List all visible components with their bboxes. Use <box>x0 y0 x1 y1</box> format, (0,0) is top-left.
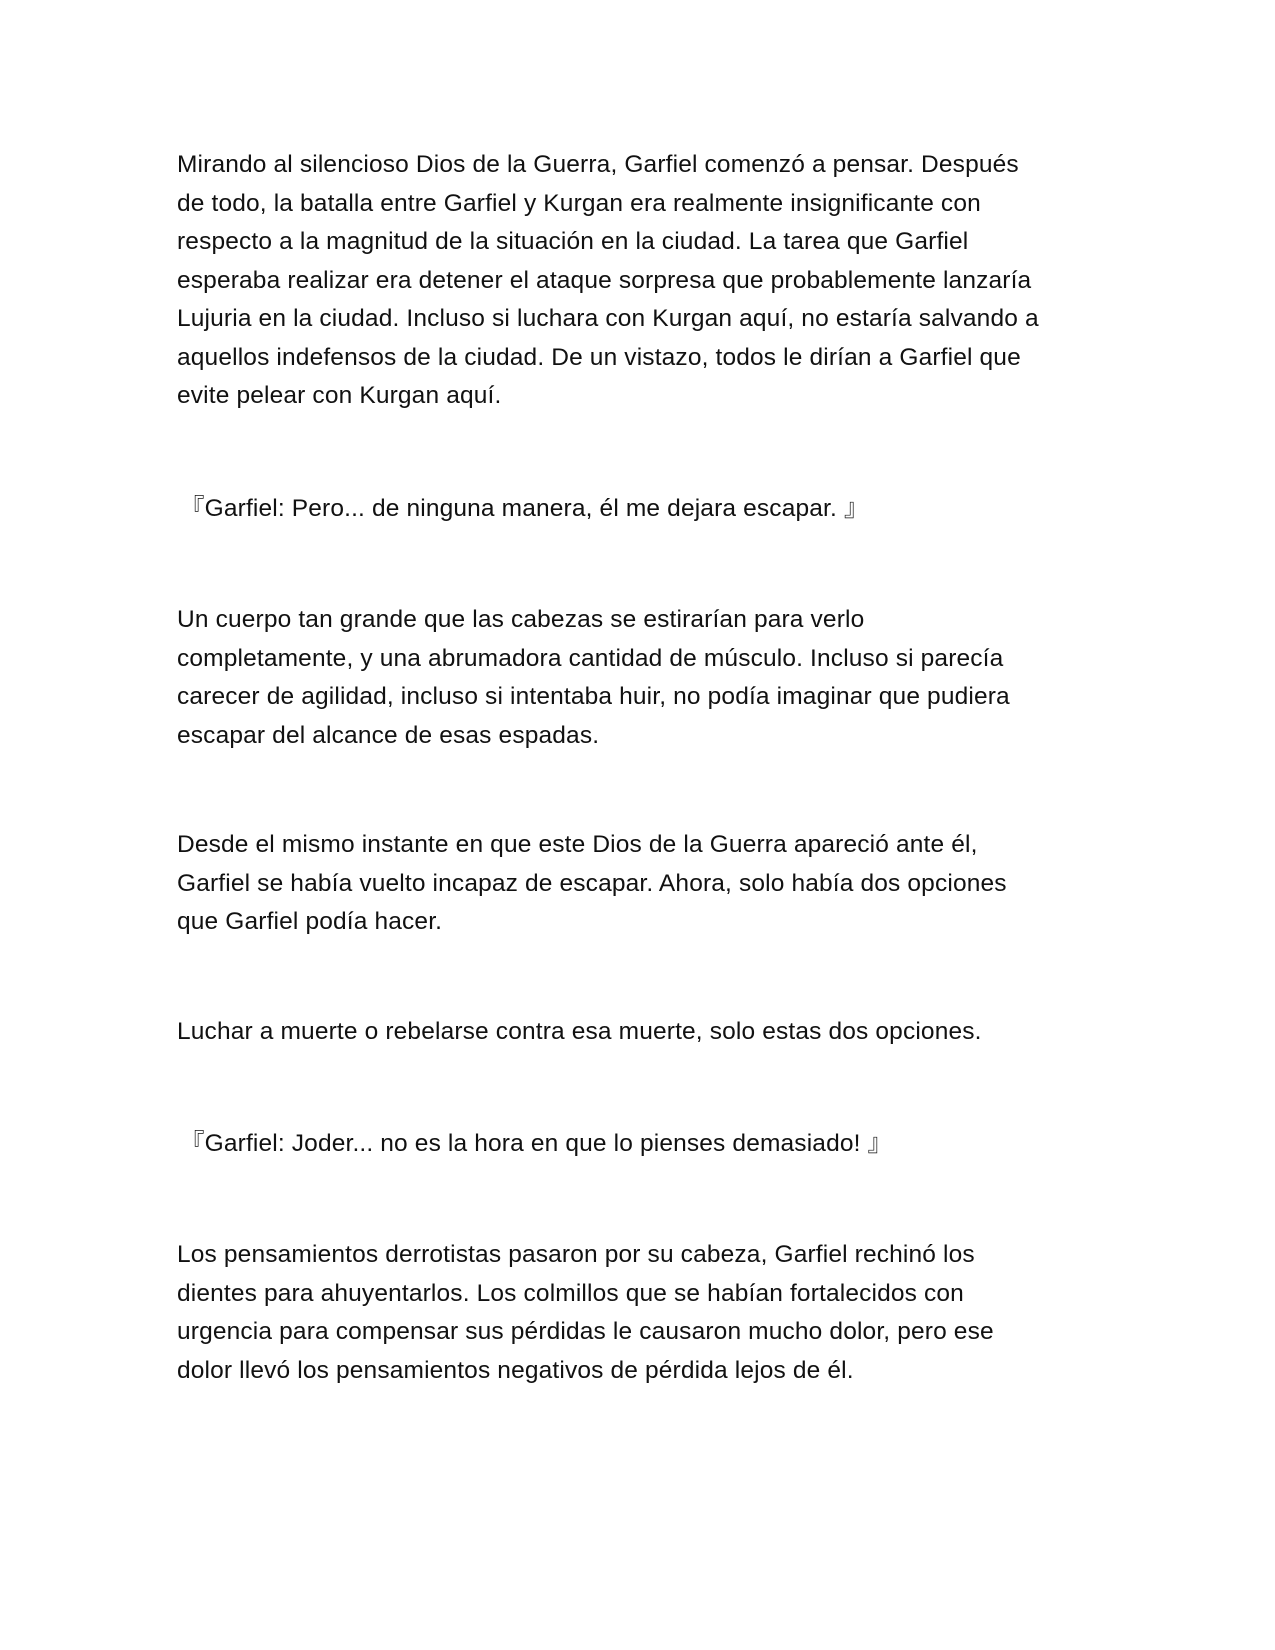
paragraph-line: Mirando al silencioso Dios de la Guerra, Garfiel comenzó a pensar. Después <box>177 151 1019 178</box>
paragraph-line: esperaba realizar era detener el ataque sorpresa que probablemente lanzaría <box>177 266 1032 294</box>
paragraph-line: Garfiel se había vuelto incapaz de escapar. Ahora, solo había dos opciones <box>177 869 1007 897</box>
paragraph-line: Lujuria en la ciudad. Incluso si luchara con Kurgan aquí, no estaría salvando a <box>177 305 1039 332</box>
paragraph-1 <box>177 146 1107 416</box>
paragraph-line: dolor llevó los pensamientos negativos de pérdida lejos de él. <box>177 1356 854 1384</box>
paragraph-line: Los pensamientos derrotistas pasaron por su cabeza, Garfiel rechinó los <box>177 1241 975 1268</box>
paragraph-line: urgencia para compensar sus pérdidas le causaron mucho dolor, pero ese <box>177 1318 994 1345</box>
paragraph-line: escapar del alcance de esas espadas. <box>177 721 600 749</box>
paragraph-line: dientes para ahuyentarlos. Los colmillos que se habían fortalecidos con <box>177 1279 964 1307</box>
paragraph-5 <box>177 1236 1107 1390</box>
dialogue-line-2: 『Garfiel: Joder... no es la hora en que lo pienses demasiado! 』 <box>180 1130 893 1157</box>
paragraph-line: Un cuerpo tan grande que las cabezas se estirarían para verlo <box>177 606 865 633</box>
paragraph-line: Desde el mismo instante en que este Dios de la Guerra apareció ante él, <box>177 831 978 858</box>
paragraph-line: aquellos indefensos de la ciudad. De un vistazo, todos le dirían a Garfiel que <box>177 343 1021 371</box>
paragraph-4 <box>177 1013 1107 1052</box>
paragraph-3 <box>177 826 1107 942</box>
dialogue-line-1: 『Garfiel: Pero... de ninguna manera, él me dejara escapar. 』 <box>180 495 869 522</box>
paragraph-line: completamente, y una abrumadora cantidad de músculo. Incluso si parecía <box>177 644 1004 672</box>
paragraph-2 <box>177 601 1107 755</box>
paragraph-line: evite pelear con Kurgan aquí. <box>177 382 502 409</box>
paragraph-line: de todo, la batalla entre Garfiel y Kurgan era realmente insignificante con <box>177 189 981 217</box>
paragraph-line: carecer de agilidad, incluso si intentaba huir, no podía imaginar que pudiera <box>177 683 1010 710</box>
paragraph-line: Luchar a muerte o rebelarse contra esa muerte, solo estas dos opciones. <box>177 1018 982 1045</box>
paragraph-line: respecto a la magnitud de la situación en la ciudad. La tarea que Garfiel <box>177 228 969 255</box>
paragraph-line: que Garfiel podía hacer. <box>177 908 443 935</box>
